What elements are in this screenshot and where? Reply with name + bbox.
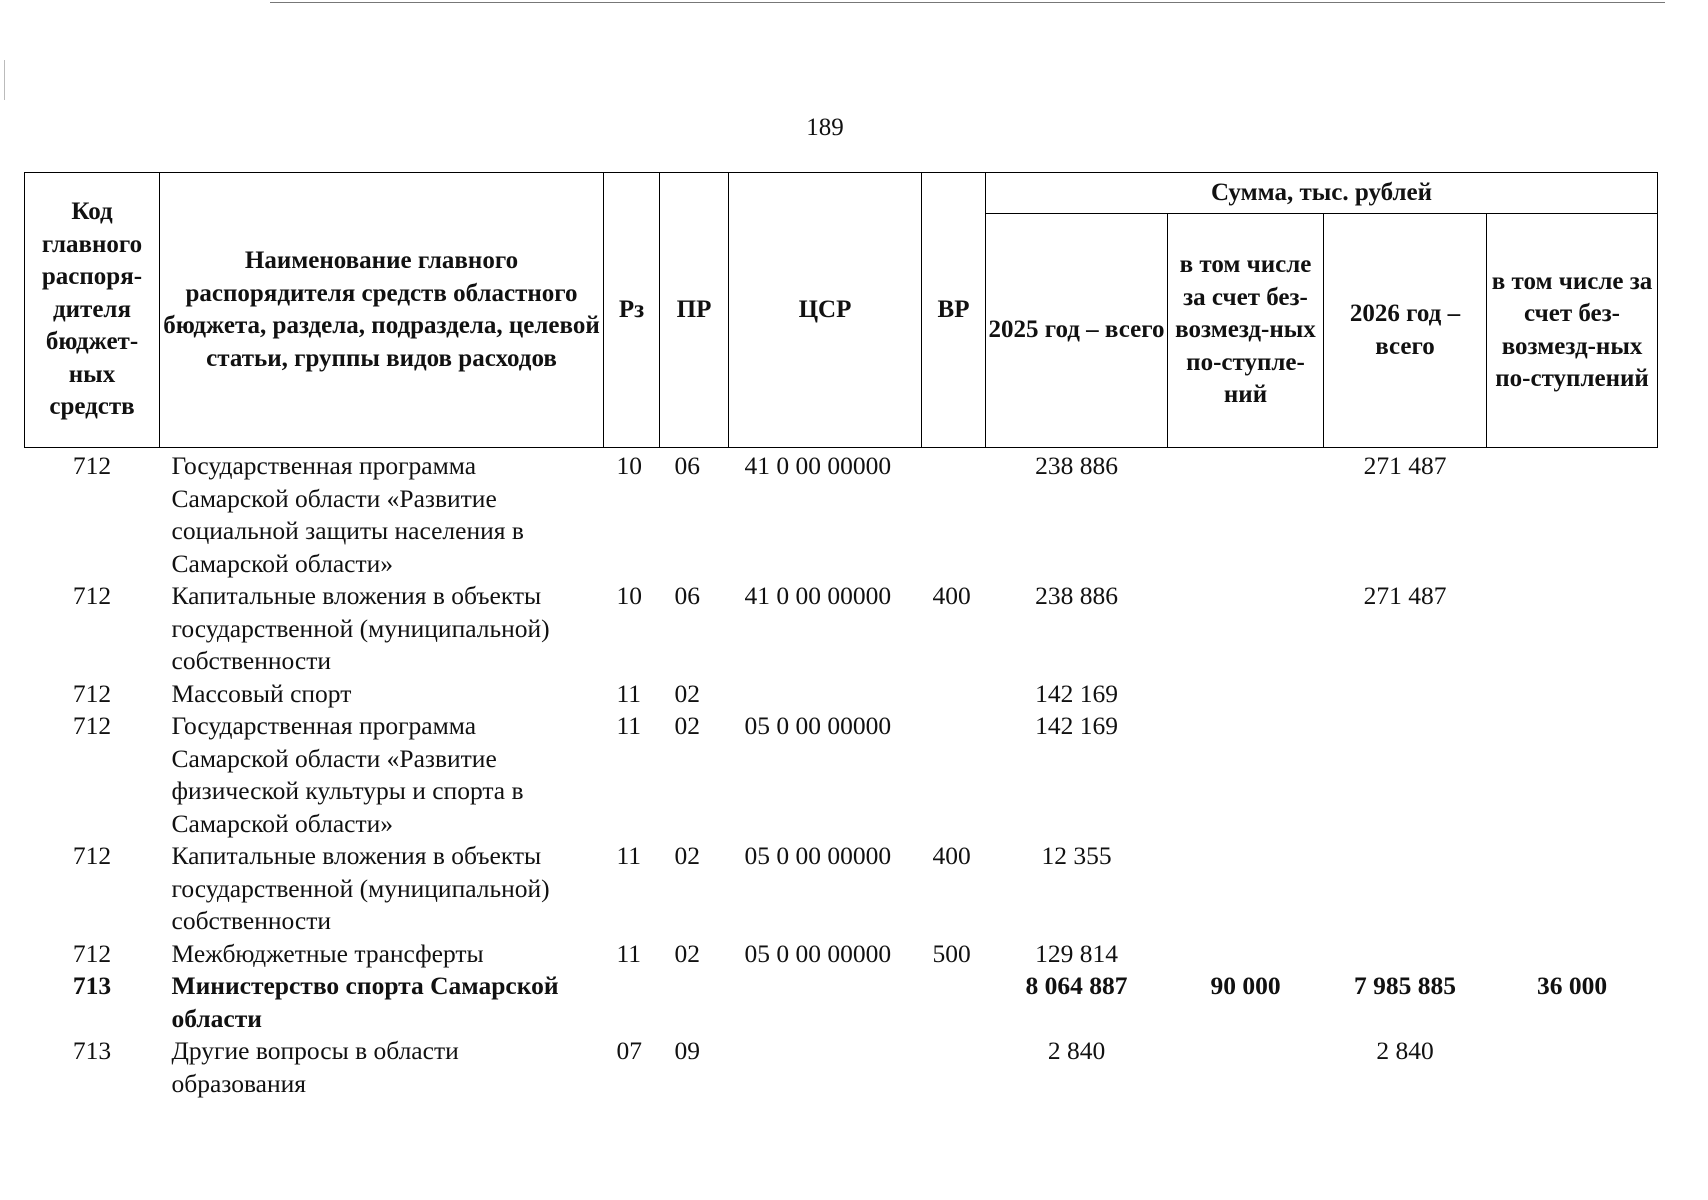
cell-pr: 02 [674,841,700,870]
cell-2025-total: 8 064 887 [1025,971,1128,1000]
cell-2025-gratuitous [1168,1035,1324,1100]
cell-name: Капитальные вложения в объекты государственной (муниципальной) собственности [171,841,550,935]
cell-pr: 02 [674,678,700,708]
cell-code: 712 [72,678,112,708]
cell-2026-total: 271 487 [1363,451,1447,480]
page-number: 189 [806,114,844,141]
cell-csr [729,970,922,1035]
cell-rz: 10 [616,581,642,610]
table-row [25,840,1658,938]
cell-pr: 06 [674,581,700,610]
table-row [25,1035,1658,1100]
cell-2026-gratuitous [1487,1035,1658,1100]
cell-2025-gratuitous [1168,678,1324,711]
cell-code: 712 [72,581,112,610]
cell-vr [922,970,986,1035]
cell-code: 713 [72,1036,112,1065]
cell-2026-gratuitous [1487,580,1658,678]
table-row [25,938,1658,971]
cell-2026-total [1324,710,1487,840]
cell-pr: 02 [674,938,700,968]
cell-2025-total: 238 886 [1035,581,1118,610]
cell-2026-total [1324,840,1487,938]
cell-vr [922,448,986,581]
cell-2025-gratuitous [1168,448,1324,581]
header-2026-total: 2026 год – всего [1324,214,1487,448]
cell-2026-total: 2 840 [1376,1036,1434,1065]
cell-2025-gratuitous [1168,710,1324,840]
cell-vr [922,710,986,840]
cell-name: Государственная программа Самарской области «Развитие физической культуры и спорта в Самарской области» [171,711,524,838]
cell-pr: 09 [674,1036,700,1065]
cell-2026-gratuitous [1487,710,1658,840]
cell-name: Массовый спорт [171,678,352,708]
cell-pr [660,970,729,1035]
cell-rz: 10 [616,451,642,480]
cell-name: Капитальные вложения в объекты государственной (муниципальной) собственности [171,581,550,675]
cell-name: Государственная программа Самарской области «Развитие социальной защиты населения в Самарской области» [171,451,524,578]
cell-code: 712 [72,451,112,480]
cell-2025-total: 2 840 [1047,1036,1106,1065]
cell-rz [604,970,660,1035]
cell-2025-gratuitous [1168,938,1324,971]
cell-2025-total: 142 169 [1035,711,1118,740]
cell-2026-gratuitous [1487,448,1658,581]
cell-2025-gratuitous: 90 000 [1210,971,1281,1000]
cell-name: Министерство спорта Самарской области [171,971,559,1033]
cell-2026-total: 7 985 885 [1354,971,1456,1000]
cell-2026-total: 271 487 [1363,581,1447,610]
cell-2026-gratuitous: 36 000 [1536,971,1608,1000]
table-row [25,970,1658,1035]
scan-left-edge-mark [4,60,5,100]
cell-name: Межбюджетные трансферты [171,938,484,968]
table-row [25,448,1658,581]
cell-2025-total: 129 814 [1035,938,1118,968]
cell-code: 712 [72,841,112,870]
cell-csr: 41 0 00 00000 [744,451,892,480]
cell-2026-gratuitous [1487,678,1658,711]
cell-rz: 11 [616,938,642,968]
cell-csr [729,678,922,711]
cell-code: 712 [72,711,112,740]
cell-rz: 11 [616,841,642,870]
cell-vr: 400 [932,581,971,610]
header-sum: Сумма, тыс. рублей [986,173,1658,214]
cell-csr: 05 0 00 00000 [744,841,892,870]
table-body [25,448,1658,1101]
header-csr: ЦСР [729,173,922,448]
cell-2026-gratuitous [1487,840,1658,938]
scan-top-edge-line [270,2,1665,3]
cell-vr: 500 [932,938,971,968]
cell-rz: 11 [616,711,642,740]
header-rz: Рз [604,173,660,448]
cell-vr: 400 [932,841,971,870]
table-row [25,710,1658,840]
header-pr: ПР [660,173,729,448]
cell-vr [922,1035,986,1100]
cell-2026-gratuitous [1487,938,1658,971]
cell-2025-total: 142 169 [1035,678,1118,708]
cell-pr: 02 [674,711,700,740]
header-2026-gratuitous: в том числе за счет без-возмезд-ных по-ступлений [1487,214,1658,448]
budget-allocation-table [24,172,1658,1100]
cell-2025-gratuitous [1168,840,1324,938]
cell-2025-gratuitous [1168,580,1324,678]
cell-vr [922,678,986,711]
cell-code: 712 [72,938,112,968]
header-code: Код главного распоря-дителя бюджет-ных средств [25,173,160,448]
header-vr: ВР [922,173,986,448]
header-name: Наименование главного распорядителя средств областного бюджета, раздела, подраздела, целевой статьи, группы видов расходов [160,173,604,448]
cell-csr: 05 0 00 00000 [744,938,892,968]
cell-csr: 05 0 00 00000 [744,711,892,740]
cell-2026-total [1324,938,1487,971]
cell-pr: 06 [674,451,700,480]
cell-2026-total [1324,678,1487,711]
cell-name: Другие вопросы в области образования [171,1036,459,1098]
cell-code: 713 [72,971,112,1000]
cell-2025-total: 238 886 [1035,451,1118,480]
cell-2025-total: 12 355 [1041,841,1112,870]
cell-csr: 41 0 00 00000 [744,581,892,610]
header-2025-gratuitous: в том числе за счет без-возмезд-ных по-ступле-ний [1168,214,1324,448]
cell-rz: 07 [616,1036,642,1065]
table-header [25,173,1658,448]
table-row [25,580,1658,678]
table-row [25,678,1658,711]
cell-csr [729,1035,922,1100]
cell-rz: 11 [616,678,642,708]
header-2025-total: 2025 год – всего [986,214,1168,448]
